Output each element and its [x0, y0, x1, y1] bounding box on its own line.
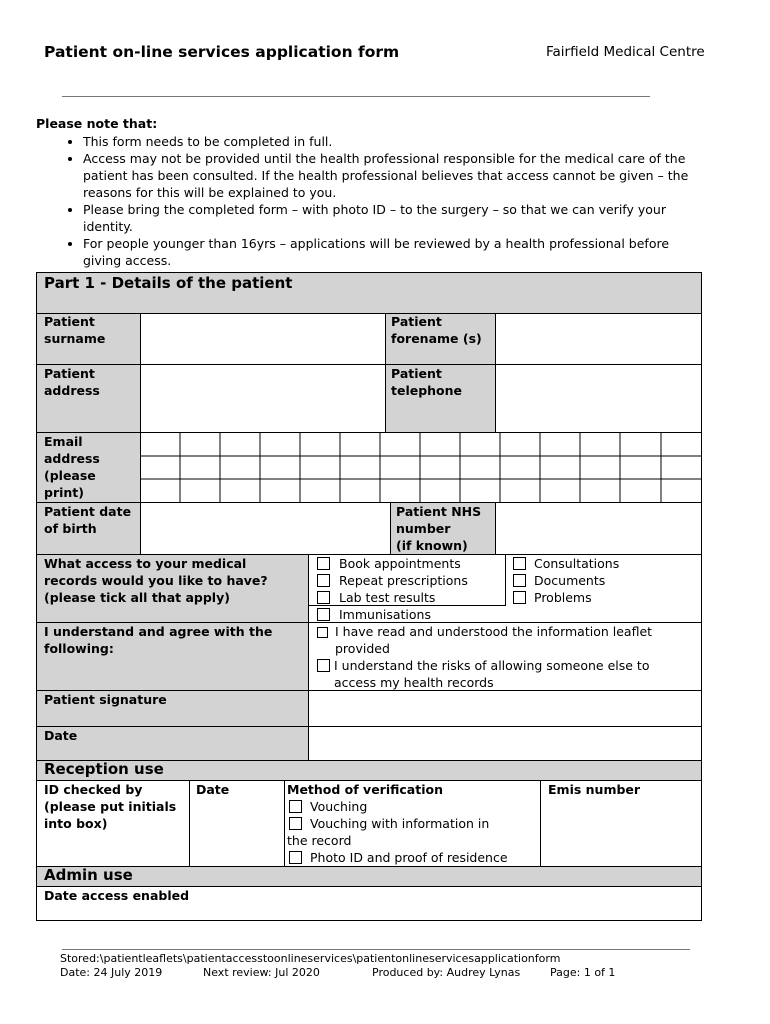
email-label: Email address (please print) [44, 434, 100, 500]
options-divider [308, 605, 506, 606]
option-label: Immunisations [339, 607, 431, 622]
checkbox-consultations[interactable] [513, 557, 526, 570]
footer-date: Date: 24 July 2019 [60, 966, 163, 979]
page-title: Patient on-line services application form [44, 43, 400, 61]
agree-statement: I have read and understood the information leaflet provided [335, 624, 653, 656]
footer-produced: Produced by: Audrey Lynas [372, 966, 521, 979]
forename-field[interactable] [495, 313, 702, 365]
checkbox-vouching-info[interactable] [289, 817, 302, 830]
option-label: Repeat prescriptions [339, 573, 468, 588]
note-item: • Access may not be provided until the health professional responsible for the medical care of the patient has been consulted. If the health professional believes that access cannot be given – the reasons for this will be explained to you. [83, 150, 706, 201]
checkbox-photo-id[interactable] [289, 851, 302, 864]
option-label: Book appointments [339, 556, 461, 571]
signature-field[interactable] [308, 690, 702, 727]
option-label: Consultations [534, 556, 620, 571]
email-grid-lines [140, 432, 702, 503]
admin-header [36, 866, 702, 887]
agree-statement: I understand the risks of allowing someone else to access my health records [334, 658, 650, 690]
surname-label: Patient surname [44, 314, 106, 346]
checkbox-vouching[interactable] [289, 800, 302, 813]
notes-heading: Please note that: [36, 116, 158, 131]
note-item: • This form needs to be completed in full. [83, 133, 706, 150]
practice-name: Fairfield Medical Centre [546, 44, 705, 60]
footer-divider [62, 949, 690, 950]
options-divider [505, 554, 506, 606]
method-label: Method of verification [287, 782, 443, 797]
address-field[interactable] [140, 364, 386, 433]
telephone-label: Patient telephone [391, 366, 463, 398]
footer-stored: Stored:\patientleaflets\patientaccesstoonlineservices\patientonlineservicesapplicationform [60, 952, 561, 965]
reception-date-label: Date [196, 782, 230, 797]
nhs-label: Patient NHS number (if known) [396, 504, 482, 553]
date-label: Date [44, 728, 78, 743]
id-checked-label: ID checked by (please put initials into box) [44, 782, 177, 831]
emis-label: Emis number [548, 782, 641, 797]
admin-heading: Admin use [44, 866, 133, 884]
checkbox-lab-test-results[interactable] [317, 591, 330, 604]
checkbox-problems[interactable] [513, 591, 526, 604]
method-option: Photo ID and proof of residence [310, 850, 508, 865]
nhs-field[interactable] [495, 502, 702, 555]
checkbox-immunisations[interactable] [317, 608, 330, 621]
method-option: Vouching [310, 799, 368, 814]
method-option: Vouching with information in [310, 816, 490, 831]
dob-label: Patient date of birth [44, 504, 132, 536]
option-label: Problems [534, 590, 592, 605]
telephone-field[interactable] [495, 364, 702, 433]
method-option-cont: the record [287, 833, 352, 848]
notes-list [36, 133, 706, 269]
part1-heading: Part 1 - Details of the patient [44, 274, 293, 292]
option-label: Documents [534, 573, 606, 588]
header-divider [62, 96, 650, 97]
date-enabled-label: Date access enabled [44, 888, 190, 903]
note-item: • Please bring the completed form – with photo ID – to the surgery – so that we can verify your identity. [83, 201, 706, 235]
date-field[interactable] [308, 726, 702, 761]
address-label: Patient address [44, 366, 100, 398]
reception-heading: Reception use [44, 760, 164, 778]
footer-page: Page: 1 of 1 [550, 966, 616, 979]
note-item: • For people younger than 16yrs – applications will be reviewed by a health professional before giving access. [83, 235, 706, 269]
forename-label: Patient forename (s) [391, 314, 482, 346]
footer-review: Next review: Jul 2020 [203, 966, 320, 979]
dob-field[interactable] [140, 502, 391, 555]
checkbox-read-leaflet[interactable] [317, 627, 328, 638]
access-question: What access to your medical records would you like to have? (please tick all that apply) [44, 556, 268, 605]
agree-question: I understand and agree with the following: [44, 624, 273, 656]
email-field-grid[interactable] [140, 432, 702, 503]
option-label: Lab test results [339, 590, 436, 605]
signature-label: Patient signature [44, 692, 167, 707]
checkbox-repeat-prescriptions[interactable] [317, 574, 330, 587]
checkbox-book-appointments[interactable] [317, 557, 330, 570]
checkbox-understand-risks[interactable] [317, 659, 330, 672]
surname-field[interactable] [140, 313, 386, 365]
checkbox-documents[interactable] [513, 574, 526, 587]
